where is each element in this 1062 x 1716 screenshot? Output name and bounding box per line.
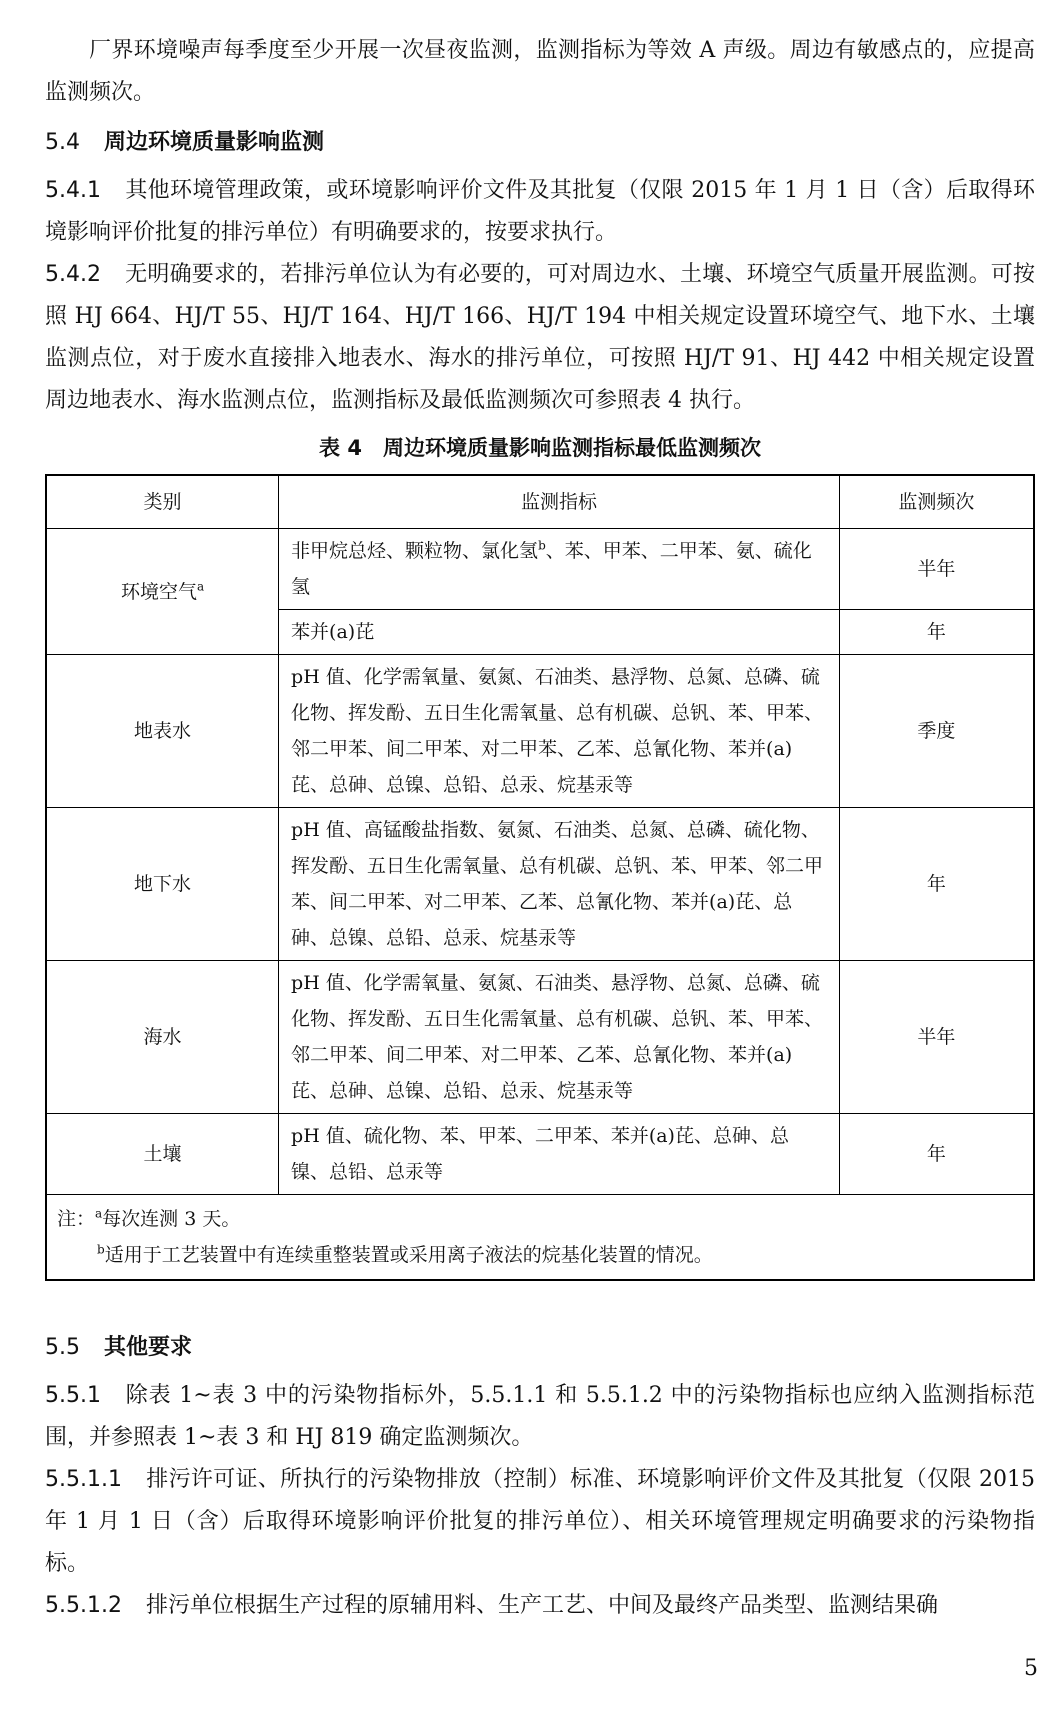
table-row <box>46 655 1034 808</box>
clause-text: 无明确要求的，若排污单位认为有必要的，可对周边水、土壤、环境空气质量开展监测。可按照 HJ 664、HJ/T 55、HJ/T 164、HJ/T 166、HJ/T 194 中相关规定设置环境空气、地下水、土壤监测点位，对于废水直接排入地表水、海水的排污单位，可按照 HJ/T 91、HJ 442 中相关规定设置周边地表水、海水监测点位，监测指标及最低监测频次可参照表 4 执行。 <box>45 262 1035 413</box>
indicators-cell: pH 值、硫化物、苯、甲苯、二甲苯、苯并(a)芘、总砷、总镍、总铅、总汞等 <box>279 1114 840 1195</box>
table-row <box>46 529 1034 610</box>
category-cell: 土壤 <box>46 1114 279 1195</box>
page-number: 5 <box>1024 1656 1038 1681</box>
clause-text: 排污单位根据生产过程的原辅用料、生产工艺、中间及最终产品类型、监测结果确 <box>145 1593 938 1618</box>
footnote-mark: a <box>196 579 205 594</box>
header-indicators: 监测指标 <box>279 475 840 529</box>
indicators-cell: 非甲烷总烃、颗粒物、氯化氢$^b$、苯、甲苯、二甲苯、氨、硫化氢 <box>279 529 840 610</box>
indicators-cell: 苯并(a)芘 <box>279 610 840 655</box>
category-cell: 地下水 <box>46 808 279 961</box>
monitoring-table <box>45 474 1035 1281</box>
frequency-cell: 季度 <box>839 655 1034 808</box>
indicators-cell: pH 值、化学需氧量、氨氮、石油类、悬浮物、总氮、总磷、硫化物、挥发酚、五日生化需氧量、总有机碳、总钒、苯、甲苯、邻二甲苯、间二甲苯、对二甲苯、乙苯、总氰化物、苯并(a)芘、总砷、总镍、总铅、总汞、烷基汞等 <box>279 961 840 1114</box>
table-notes <box>46 1195 1034 1281</box>
section-5-5-heading <box>45 1327 1035 1369</box>
section-title: 周边环境质量影响监测 <box>104 130 325 155</box>
clause-number: 5.5.1 <box>45 1383 101 1408</box>
clause-number: 5.5.1.2 <box>45 1593 122 1618</box>
table-caption: 表 4 周边环境质量影响监测指标最低监测频次 <box>319 436 761 460</box>
clause-number: 5.5.1.1 <box>45 1467 122 1492</box>
frequency-cell: 半年 <box>839 961 1034 1114</box>
paragraph-5-4-2 <box>45 254 1035 422</box>
category-cell: 环境空气$^a$ <box>46 529 279 655</box>
footnote-mark: a <box>95 1206 103 1221</box>
paragraph-5-4-1 <box>45 170 1035 254</box>
paragraph-5-5-1 <box>45 1375 1035 1459</box>
table-row <box>46 1114 1034 1195</box>
document-page <box>45 30 1035 1627</box>
note-b: $^b$适用于工艺装置中有连续重整装置或采用离子液法的烷基化装置的情况。 <box>97 1242 713 1266</box>
frequency-cell: 年 <box>839 808 1034 961</box>
frequency-cell: 年 <box>839 1114 1034 1195</box>
spacer <box>45 1281 1035 1319</box>
table-row <box>46 808 1034 961</box>
clause-number: 5.4.2 <box>45 262 101 287</box>
category-cell: 地表水 <box>46 655 279 808</box>
paragraph-noise: 厂界环境噪声每季度至少开展一次昼夜监测，监测指标为等效 A 声级。周边有敏感点的，应提高监测频次。 <box>45 38 1035 105</box>
category-cell: 海水 <box>46 961 279 1114</box>
paragraph-5-5-1-1 <box>45 1459 1035 1585</box>
clause-text: 排污许可证、所执行的污染物排放（控制）标准、环境影响评价文件及其批复（仅限 2015 年 1 月 1 日（含）后取得环境影响评价批复的排污单位）、相关环境管理规定明确要求的污染物指标。 <box>45 1467 1035 1576</box>
table-notes-row <box>46 1195 1034 1281</box>
frequency-cell: 年 <box>839 610 1034 655</box>
table-row <box>46 961 1034 1114</box>
table-header-row <box>46 475 1034 529</box>
indicators-cell: pH 值、高锰酸盐指数、氨氮、石油类、总氮、总磷、硫化物、挥发酚、五日生化需氧量、总有机碳、总钒、苯、甲苯、邻二甲苯、间二甲苯、对二甲苯、乙苯、总氰化物、苯并(a)芘、总砷、总镍、总铅、总汞、烷基汞等 <box>279 808 840 961</box>
paragraph-5-5-1-2 <box>45 1585 1035 1627</box>
clause-text: 除表 1~表 3 中的污染物指标外，5.5.1.1 和 5.5.1.2 中的污染物指标也应纳入监测指标范围，并参照表 1~表 3 和 HJ 819 确定监测频次。 <box>45 1383 1035 1450</box>
note-a: 注：$^a$每次连测 3 天。 <box>57 1206 241 1230</box>
footnote-mark: b <box>97 1242 105 1257</box>
section-number: 5.5 <box>45 1335 80 1360</box>
section-5-4-heading <box>45 122 1035 164</box>
footnote-mark: b <box>538 538 546 553</box>
header-frequency: 监测频次 <box>839 475 1034 529</box>
indicators-cell: pH 值、化学需氧量、氨氮、石油类、悬浮物、总氮、总磷、硫化物、挥发酚、五日生化需氧量、总有机碳、总钒、苯、甲苯、邻二甲苯、间二甲苯、对二甲苯、乙苯、总氰化物、苯并(a)芘、总砷、总镍、总铅、总汞、烷基汞等 <box>279 655 840 808</box>
header-category: 类别 <box>46 475 279 529</box>
section-number: 5.4 <box>45 130 80 155</box>
clause-text: 其他环境管理政策，或环境影响评价文件及其批复（仅限 2015 年 1 月 1 日（含）后取得环境影响评价批复的排污单位）有明确要求的，按要求执行。 <box>45 178 1035 245</box>
section-title: 其他要求 <box>104 1335 193 1360</box>
clause-number: 5.4.1 <box>45 178 101 203</box>
note-label: 注： <box>57 1208 96 1230</box>
frequency-cell: 半年 <box>839 529 1034 610</box>
